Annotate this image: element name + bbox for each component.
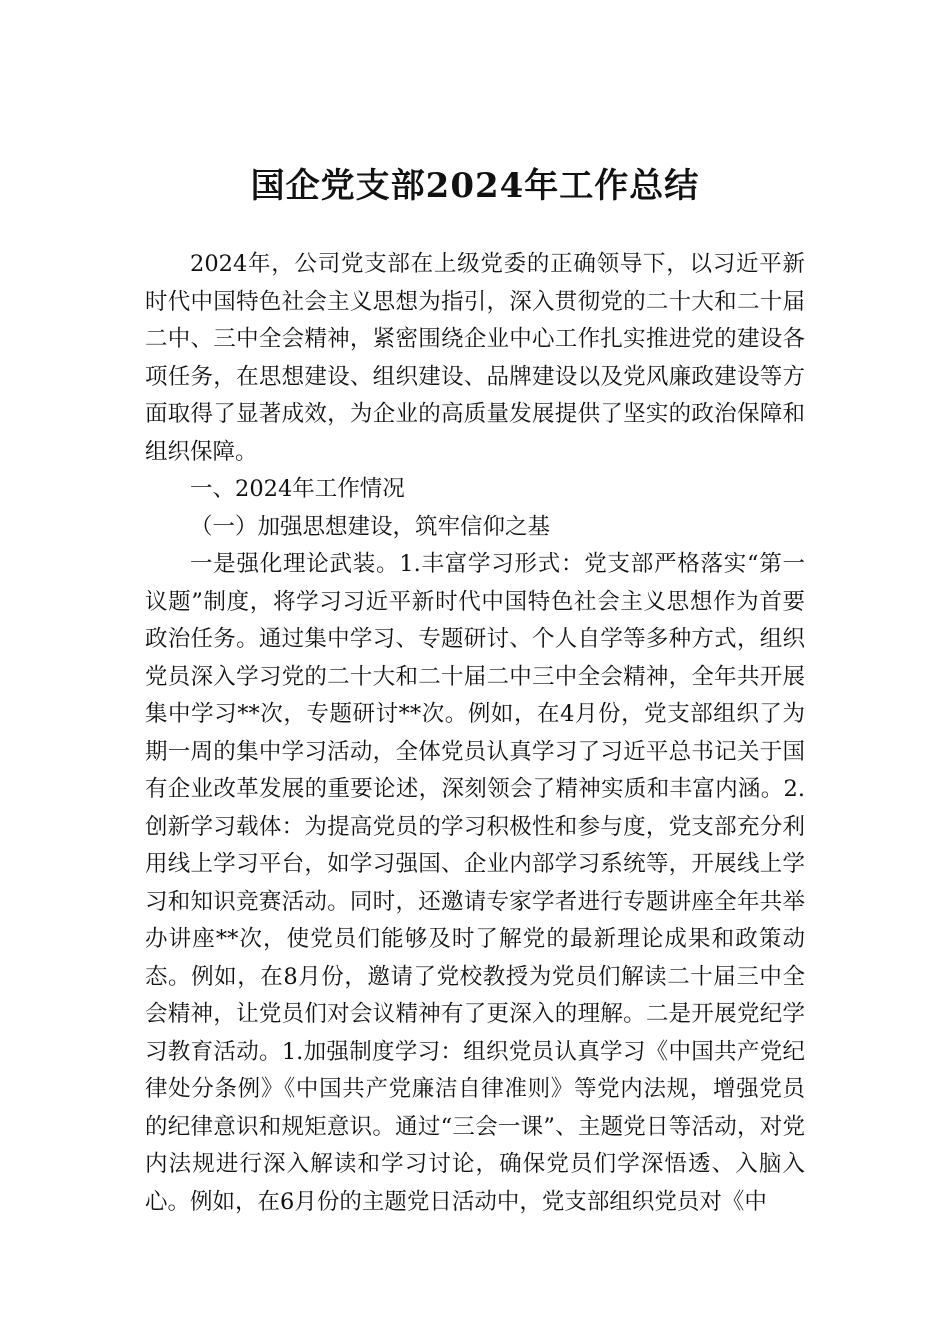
subsection-heading: （一）加强思想建设，筑牢信仰之基 [190,513,551,540]
section-heading: 一、2024年工作情况 [190,476,405,502]
document-body [145,246,805,1221]
document-title: 国企党支部2024年工作总结 [250,166,700,206]
subsection-body-paragraph: 一是强化理论武装。1.丰富学习形式：党支部严格落实“第一议题”制度，将学习习近平新时代中国特色社会主义思想作为首要政治任务。通过集中学习、专题研讨、个人自学等多种方式，组织党员深入学习党的二十大和二十届二中三中全会精神，全年共开展集中学习**次，专题研讨**次。例如，在4月份，党支部组织了为期一周的集中学习活动，全体党员认真学习了习近平总书记关于国有企业改革发展的重要论述，深刻领会了精神实质和丰富内涵。2.创新学习载体：为提高党员的学习积极性和参与度，党支部充分利用线上学习平台，如学习强国、企业内部学习系统等，开展线上学习和知识竞赛活动。同时，还邀请专家学者进行专题讲座全年共举办讲座**次，使党员们能够及时了解党的最新理论成果和政策动态。例如，在8月份，邀请了党校教授为党员们解读二十届三中全会精神，让党员们对会议精神有了更深入的理解。二是开展党纪学习教育活动。1.加强制度学习：组织党员认真学习《中国共产党纪律处分条例》《中国共产党廉洁自律准则》等党内法规，增强党员的纪律意识和规矩意识。通过“三会一课”、主题党日等活动，对党内法规进行深入解读和学习讨论，确保党员们学深悟透、入脑入心。例如，在6月份的主题党日活动中，党支部组织党员对《中 [145,551,805,1215]
intro-paragraph: 2024年，公司党支部在上级党委的正确领导下，以习近平新时代中国特色社会主义思想为指引，深入贯彻党的二十大和二十届二中、三中全会精神，紧密围绕企业中心工作扎实推进党的建设各项任务，在思想建设、组织建设、品牌建设以及党风廉政建设等方面取得了显著成效，为企业的高质量发展提供了坚实的政治保障和组织保障。 [145,251,805,465]
